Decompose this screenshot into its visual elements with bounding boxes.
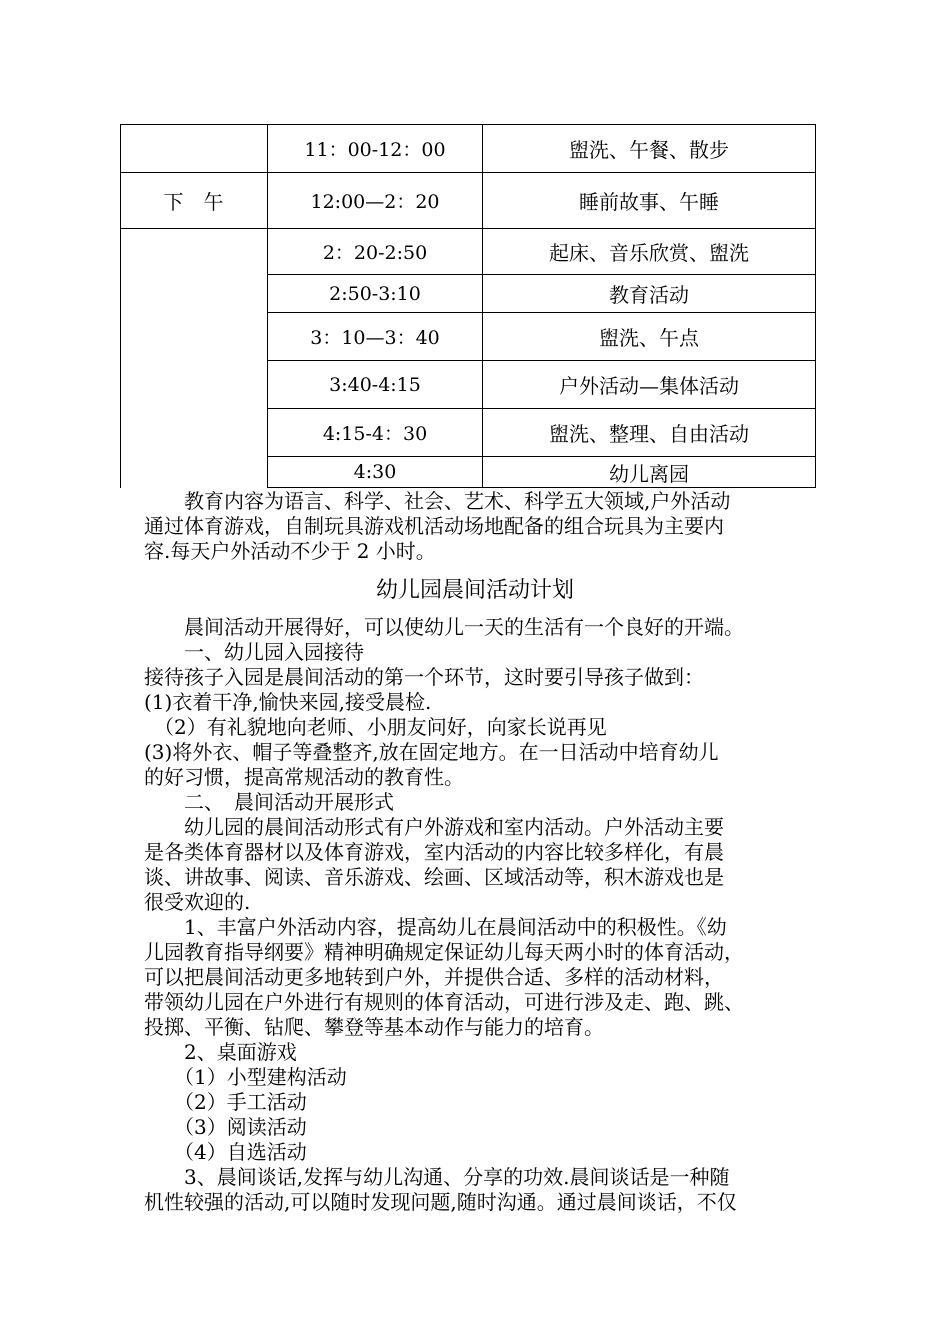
list-item: （2）手工活动 [144,1090,307,1114]
intro-line: 教育内容为语言、科学、社会、艺术、科学五大领域,户外活动 [144,489,731,513]
intro-line: 容.每天户外活动不少于 2 小时。 [144,539,436,563]
table-cell-activity: 教育活动 [609,283,689,307]
body-line: 很受欢迎的. [144,890,251,914]
table-cell-activity: 睡前故事、午睡 [579,190,719,214]
table-cell-time: 11：00-12：00 [304,138,446,161]
table-rule [267,487,816,488]
body-line: 机性较强的活动,可以随时发现问题,随时沟通。通过晨间谈话，不仅 [144,1190,737,1214]
article-title: 幼儿园晨间活动计划 [375,578,574,603]
body-line: 投掷、平衡、钻爬、攀登等基本动作与能力的培育。 [144,1015,604,1039]
list-item: （3）阅读活动 [144,1115,307,1139]
body-line: 儿园教育指导纲要》精神明确规定保证幼儿每天两小时的体育活动， [144,940,744,964]
body-line: 3、晨间谈话,发挥与幼儿沟通、分享的功效.晨间谈话是一种随 [144,1165,730,1189]
body-line: 的好习惯，提高常规活动的教育性。 [144,765,464,789]
table-cell-period: 下 午 [163,190,224,214]
list-item: (3)将外衣、帽子等叠整齐,放在固定地方。在一日活动中培育幼儿 [144,740,719,764]
table-cell-activity: 户外活动—集体活动 [559,374,739,398]
body-line: 幼儿园的晨间活动形式有户外游戏和室内活动。户外活动主要 [144,815,724,839]
list-item: (1)衣着干净,愉快来园,接受晨检. [144,690,432,714]
body-line: 接待孩子入园是晨间活动的第一个环节，这时要引导孩子做到： [144,665,704,689]
schedule-table [120,124,816,488]
body-line: 带领幼儿园在户外进行有规则的体育活动，可进行涉及走、跑、跳、 [144,990,744,1014]
section-heading: 2、桌面游戏 [144,1040,297,1064]
body-line: 1、丰富户外活动内容，提高幼儿在晨间活动中的积极性。《幼 [144,915,727,939]
table-cell-time: 4:15-4：30 [322,423,428,445]
table-cell-time: 3:40-4:15 [329,373,421,396]
table-cell-time: 2:50-3:10 [329,282,421,305]
table-cell-time: 2：20-2:50 [322,242,428,264]
table-cell-activity: 盥洗、午点 [599,326,699,350]
section-heading: 二、 晨间活动开展形式 [144,790,394,814]
table-cell-activity: 盥洗、整理、自由活动 [549,422,749,446]
list-item: （1）小型建构活动 [144,1065,347,1089]
intro-line: 通过体育游戏，自制玩具游戏机活动场地配备的组合玩具为主要内 [144,514,724,538]
table-cell-time: 3：10—3：40 [310,327,440,349]
body-line: 可以把晨间活动更多地转到户外，并提供合适、多样的活动材料， [144,965,724,989]
table-cell-time: 4:30 [353,461,397,483]
table-cell-activity: 起床、音乐欣赏、盥洗 [549,241,749,265]
table-border-right [815,124,816,488]
table-cell-time: 12:00—2：20 [310,191,440,213]
section-heading: 一、幼儿园入园接待 [144,640,364,664]
table-cell-period [120,124,267,172]
table-cell-activity: 幼儿离园 [609,461,689,486]
list-item: （4）自选活动 [144,1140,307,1164]
table-cell-activity: 盥洗、午餐、散步 [569,137,729,162]
list-item: （2）有礼貌地向老师、小朋友问好，向家长说再见 [144,715,607,739]
body-line: 谈、讲故事、阅读、音乐游戏、绘画、区域活动等，积木游戏也是 [144,865,724,889]
body-line: 晨间活动开展得好，可以使幼儿一天的生活有一个良好的开端。 [144,615,744,639]
body-line: 是各类体育器材以及体育游戏，室内活动的内容比较多样化，有晨 [144,840,724,864]
